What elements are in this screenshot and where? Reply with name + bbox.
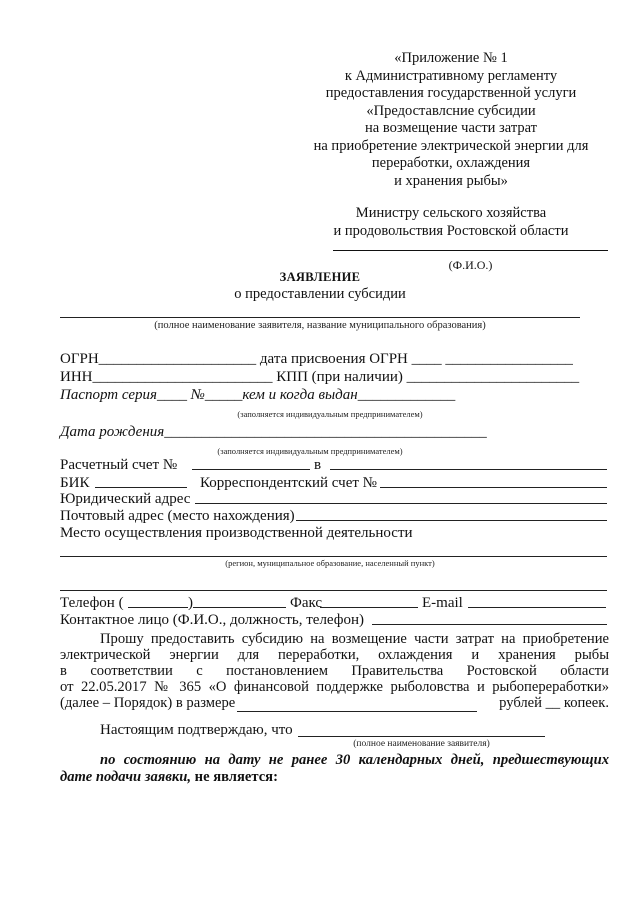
request-line: Прошу предоставить субсидию на возмещение части затрат на приобретение [100,631,609,647]
applicant-name-note: (полное наименование заявителя, название муниципального образования) [154,320,486,331]
phone-number-line[interactable] [193,607,286,608]
confirm-label: Настоящим подтверждаю, что [100,722,293,738]
addressee-line: Министру сельского хозяйства [355,205,547,221]
account-in-label: в [314,457,322,473]
account-label: Расчетный счет № [60,457,178,473]
activity-place-line[interactable] [60,556,607,557]
header-line: «Приложение № 1 [394,50,508,66]
bank-name-line[interactable] [330,469,607,470]
phone-label: Телефон ( [60,595,124,611]
header-line: предоставления государственной услуги [325,85,577,101]
extra-address-line[interactable] [60,590,607,591]
email-line[interactable] [468,607,606,608]
confirm-applicant-line[interactable] [298,736,545,737]
legal-address-label: Юридический адрес [60,491,191,507]
contact-person-line[interactable] [372,624,607,625]
corr-account-line[interactable] [380,487,607,488]
document-title: ЗАЯВЛЕНИЕ [279,270,361,284]
passport-field[interactable]: Паспорт серия____ №_____кем и когда выдан_____________ [60,387,456,403]
conclusion-line-2 [60,769,609,786]
addressee-line: и продовольствия Ростовской области [333,222,569,239]
birth-date-field[interactable]: Дата рождения___________________________________________ [60,424,487,440]
postal-address-label: Почтовый адрес (место нахождения) [60,508,295,524]
request-line: от 22.05.2017 № 365 «О финансовой поддержке рыболовства и рыбопереработки» [60,679,609,695]
request-paragraph [60,631,609,711]
fio-label: (Ф.И.О.) [448,258,493,272]
fax-line[interactable] [320,607,418,608]
conclusion-rest-text: не является: [191,769,278,785]
ogrn-field[interactable]: ОГРН_____________________ дата присвоения ОГРН ____ _________________ [60,351,573,367]
legal-address-line[interactable] [195,503,607,504]
request-line: в соответствии с постановлением Правительства Ростовской области [60,663,609,679]
fax-label: Факс [290,595,323,611]
amount-rubles-line[interactable] [237,711,477,712]
header-line: переработки, охлаждения [371,155,531,171]
applicant-name-line[interactable] [60,317,580,318]
appendix-header [296,50,606,190]
header-line: к Административному регламенту [344,67,558,84]
request-line: электрической энергии для переработки, охлаждения и хранения рыбы [60,647,609,663]
postal-address-line[interactable] [296,520,607,521]
header-line: на приобретение электрической энергии для [313,137,589,154]
amount-tail: рублей __ копеек. [499,695,609,711]
phone-code-line[interactable] [128,607,188,608]
header-line: на возмещение части затрат [365,120,537,136]
conclusion-line: по состоянию на дату не ранее 30 календарных дней, предшествующих [100,752,609,768]
conclusion-paragraph [60,752,609,786]
header-line: и хранения рыбы» [394,172,508,189]
bik-line[interactable] [95,487,187,488]
fio-signature-line[interactable] [333,250,608,251]
contact-person-label: Контактное лицо (Ф.И.О., должность, телефон) [60,612,365,628]
birth-date-note: (заполняется индивидуальным предпринимателем) [217,446,403,456]
email-label: E-mail [422,595,463,611]
corr-account-label: Корреспондентский счет № [200,475,377,491]
bik-label: БИК [60,475,90,491]
phone-fax-email-row [60,594,610,612]
passport-note: (заполняется индивидуальным предпринимателем) [237,409,423,419]
account-number-line[interactable] [192,469,310,470]
region-note: (регион, муниципальное образование, населенный пункт) [225,558,435,568]
activity-place-label: Место осуществления производственной деятельности [60,525,413,541]
conclusion-date-text: дате подачи заявки, [60,769,192,785]
account-row [60,456,610,474]
inn-kpp-field[interactable]: ИНН________________________ КПП (при наличии) _______________________ [60,369,580,385]
document-subtitle: о предоставлении субсидии [234,286,406,302]
header-line: «Предоставлсние субсидии [366,102,536,119]
amount-label: (далее – Порядок) в размере [60,695,236,711]
addressee-block [306,205,596,240]
amount-line [60,695,609,711]
phone-close: ) [188,595,193,611]
confirm-note: (полное наименование заявителя) [353,739,490,749]
